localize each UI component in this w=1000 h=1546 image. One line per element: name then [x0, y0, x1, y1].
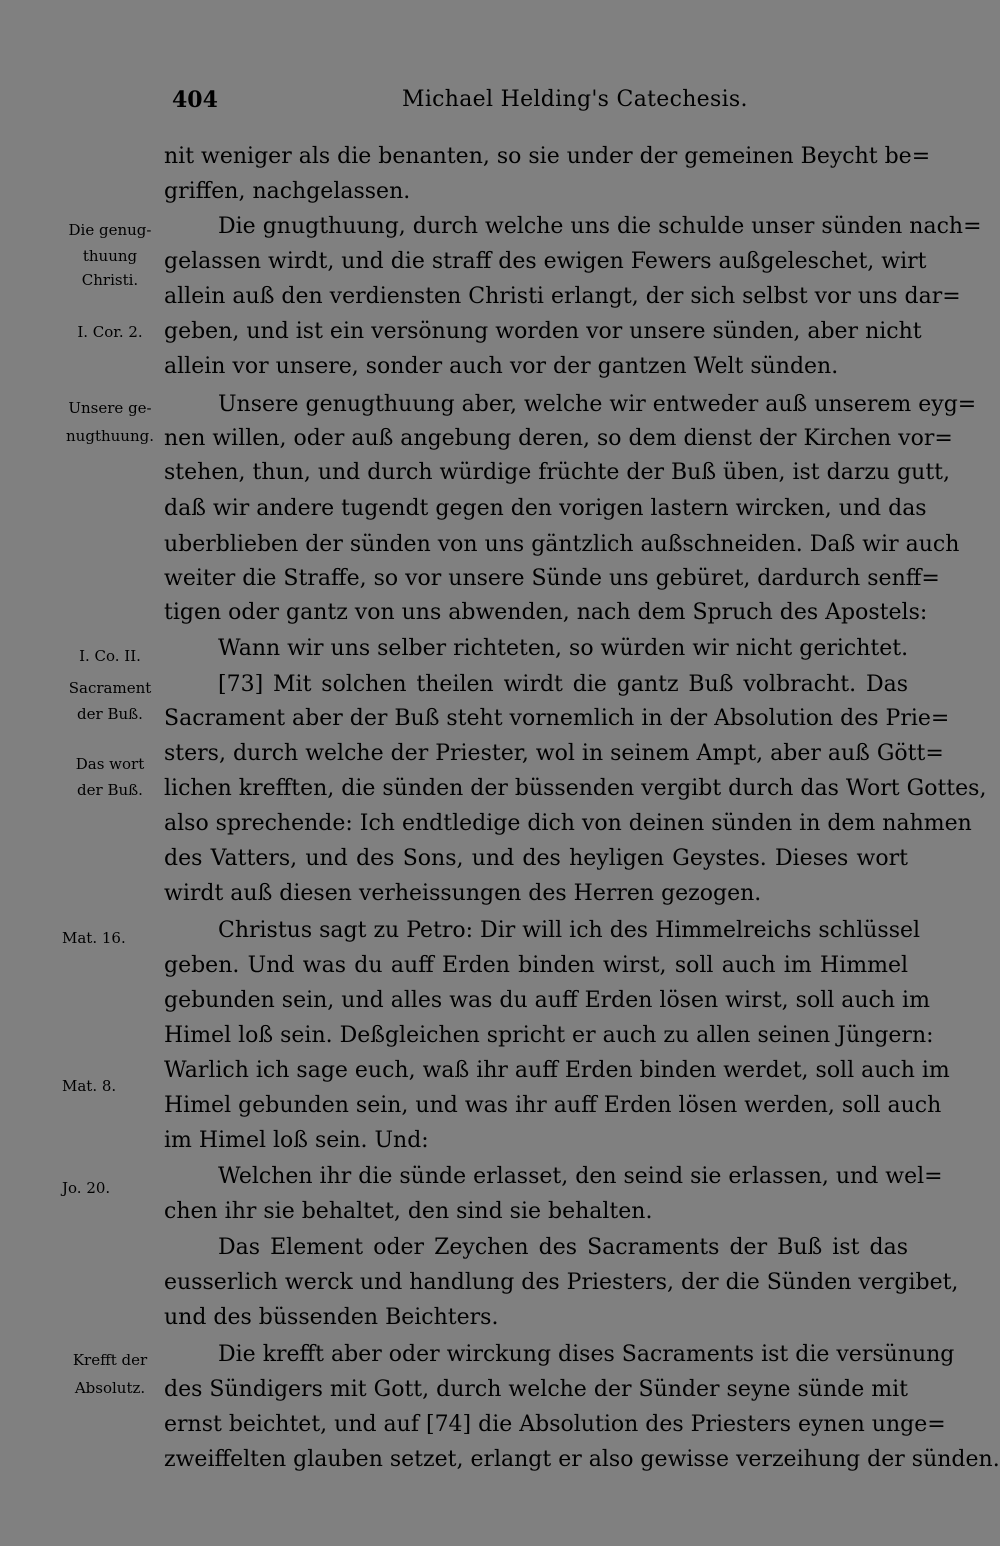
text-line: Sacrament aber der Buß steht vornemlich in der Absolution des Prie= — [164, 706, 950, 731]
text-line: Warlich ich sage euch, waß ihr auff Erden binden werdet, soll auch im — [164, 1058, 950, 1083]
running-title: Michael Helding's Catechesis. — [402, 87, 748, 112]
text-line: stehen, thun, und durch würdige früchte der Buß üben, ist darzu gutt, — [164, 460, 951, 485]
text-line: ernst beichtet, und auf [74] die Absolution des Priesters eynen unge= — [164, 1412, 946, 1437]
text-line: Himel loß sein. Deßgleichen spricht er auch zu allen seinen Jüngern: — [164, 1023, 934, 1048]
text-line: griffen, nachgelassen. — [164, 179, 411, 204]
text-line: wirdt auß diesen verheissungen des Herren gezogen. — [164, 881, 762, 906]
margin-note: I. Cor. 2. — [77, 323, 143, 341]
text-line: gelassen wirdt, und die straff des ewigen Fewers außgeleschet, wirt — [164, 249, 927, 274]
text-line: Das Element oder Zeychen des Sacraments der Buß ist das — [218, 1235, 908, 1260]
margin-note: Das wort — [75, 755, 145, 773]
text-line: Welchen ihr die sünde erlasset, den seind sie erlassen, und wel= — [218, 1164, 943, 1189]
text-line: Himel gebunden sein, und was ihr auff Erden lösen werden, soll auch — [164, 1093, 942, 1118]
text-line: im Himel loß sein. Und: — [164, 1128, 429, 1153]
text-line: uberblieben der sünden von uns gäntzlich außschneiden. Daß wir auch — [164, 532, 960, 557]
text-line: Christus sagt zu Petro: Dir will ich des Himmelreichs schlüssel — [218, 918, 921, 943]
margin-note: Krefft der — [72, 1351, 148, 1369]
text-line: daß wir andere tugendt gegen den vorigen lastern wircken, und das — [164, 496, 927, 521]
text-line: Die gnugthuung, durch welche uns die schulde unser sünden nach= — [218, 214, 982, 239]
page-number: 404 — [172, 87, 218, 113]
text-line: zweiffelten glauben setzet, erlangt er also gewisse verzeihung der sünden. — [164, 1447, 1000, 1472]
text-line: des Sündigers mit Gott, durch welche der Sünder seyne sünde mit — [164, 1377, 908, 1402]
margin-note: der Buß. — [77, 781, 143, 799]
text-line: eusserlich werck und handlung des Priesters, der die Sünden vergibet, — [164, 1270, 959, 1295]
margin-note: nugthuung. — [66, 427, 154, 445]
text-line: Unsere genugthuung aber, welche wir entweder auß unserem eyg= — [218, 392, 977, 417]
text-line: des Vatters, und des Sons, und des heyligen Geystes. Dieses wort — [164, 846, 908, 871]
margin-note: Mat. 8. — [62, 1077, 117, 1095]
margin-note: Unsere ge- — [68, 399, 152, 417]
text-line: gebunden sein, und alles was du auff Erden lösen wirst, soll auch im — [164, 988, 930, 1013]
text-line: allein auß den verdiensten Christi erlangt, der sich selbst vor uns dar= — [164, 284, 961, 309]
margin-note: Absolutz. — [74, 1379, 146, 1397]
text-line: weiter die Straffe, so vor unsere Sünde uns gebüret, dardurch senff= — [164, 566, 940, 591]
text-line: nen willen, oder auß angebung deren, so dem dienst der Kirchen vor= — [164, 426, 953, 451]
margin-note: Jo. 20. — [62, 1179, 111, 1197]
text-line: lichen krefften, die sünden der büssenden vergibt durch das Wort Gottes, — [164, 776, 987, 801]
margin-note: der Buß. — [77, 705, 143, 723]
margin-note: Mat. 16. — [62, 929, 126, 947]
margin-note: Die genug- — [68, 221, 152, 239]
margin-note: Christi. — [81, 271, 139, 289]
text-line: Wann wir uns selber richteten, so würden wir nicht gerichtet. — [218, 636, 909, 661]
text-line: und des büssenden Beichters. — [164, 1305, 499, 1330]
text-line: geben, und ist ein versönung worden vor unsere sünden, aber nicht — [164, 319, 922, 344]
margin-note: I. Co. II. — [79, 647, 141, 665]
text-line: geben. Und was du auff Erden binden wirst, soll auch im Himmel — [164, 953, 908, 978]
text-line: Die krefft aber oder wirckung dises Sacraments ist die versünung — [218, 1342, 955, 1367]
text-line: [73] Mit solchen theilen wirdt die gantz Buß volbracht. Das — [218, 672, 908, 697]
margin-note: Sacrament — [68, 679, 152, 697]
text-line: sters, durch welche der Priester, wol in seinem Ampt, aber auß Gött= — [164, 741, 944, 766]
page-header — [172, 82, 908, 118]
text-line: allein vor unsere, sonder auch vor der gantzen Welt sünden. — [164, 354, 839, 379]
text-line: also sprechende: Ich endtledige dich von deinen sünden in dem nahmen — [164, 811, 972, 836]
text-line: nit weniger als die benanten, so sie under der gemeinen Beycht be= — [164, 144, 931, 169]
margin-note: thuung — [82, 247, 138, 265]
text-line: chen ihr sie behaltet, den sind sie behalten. — [164, 1199, 653, 1224]
text-line: tigen oder gantz von uns abwenden, nach dem Spruch des Apostels: — [164, 600, 928, 625]
